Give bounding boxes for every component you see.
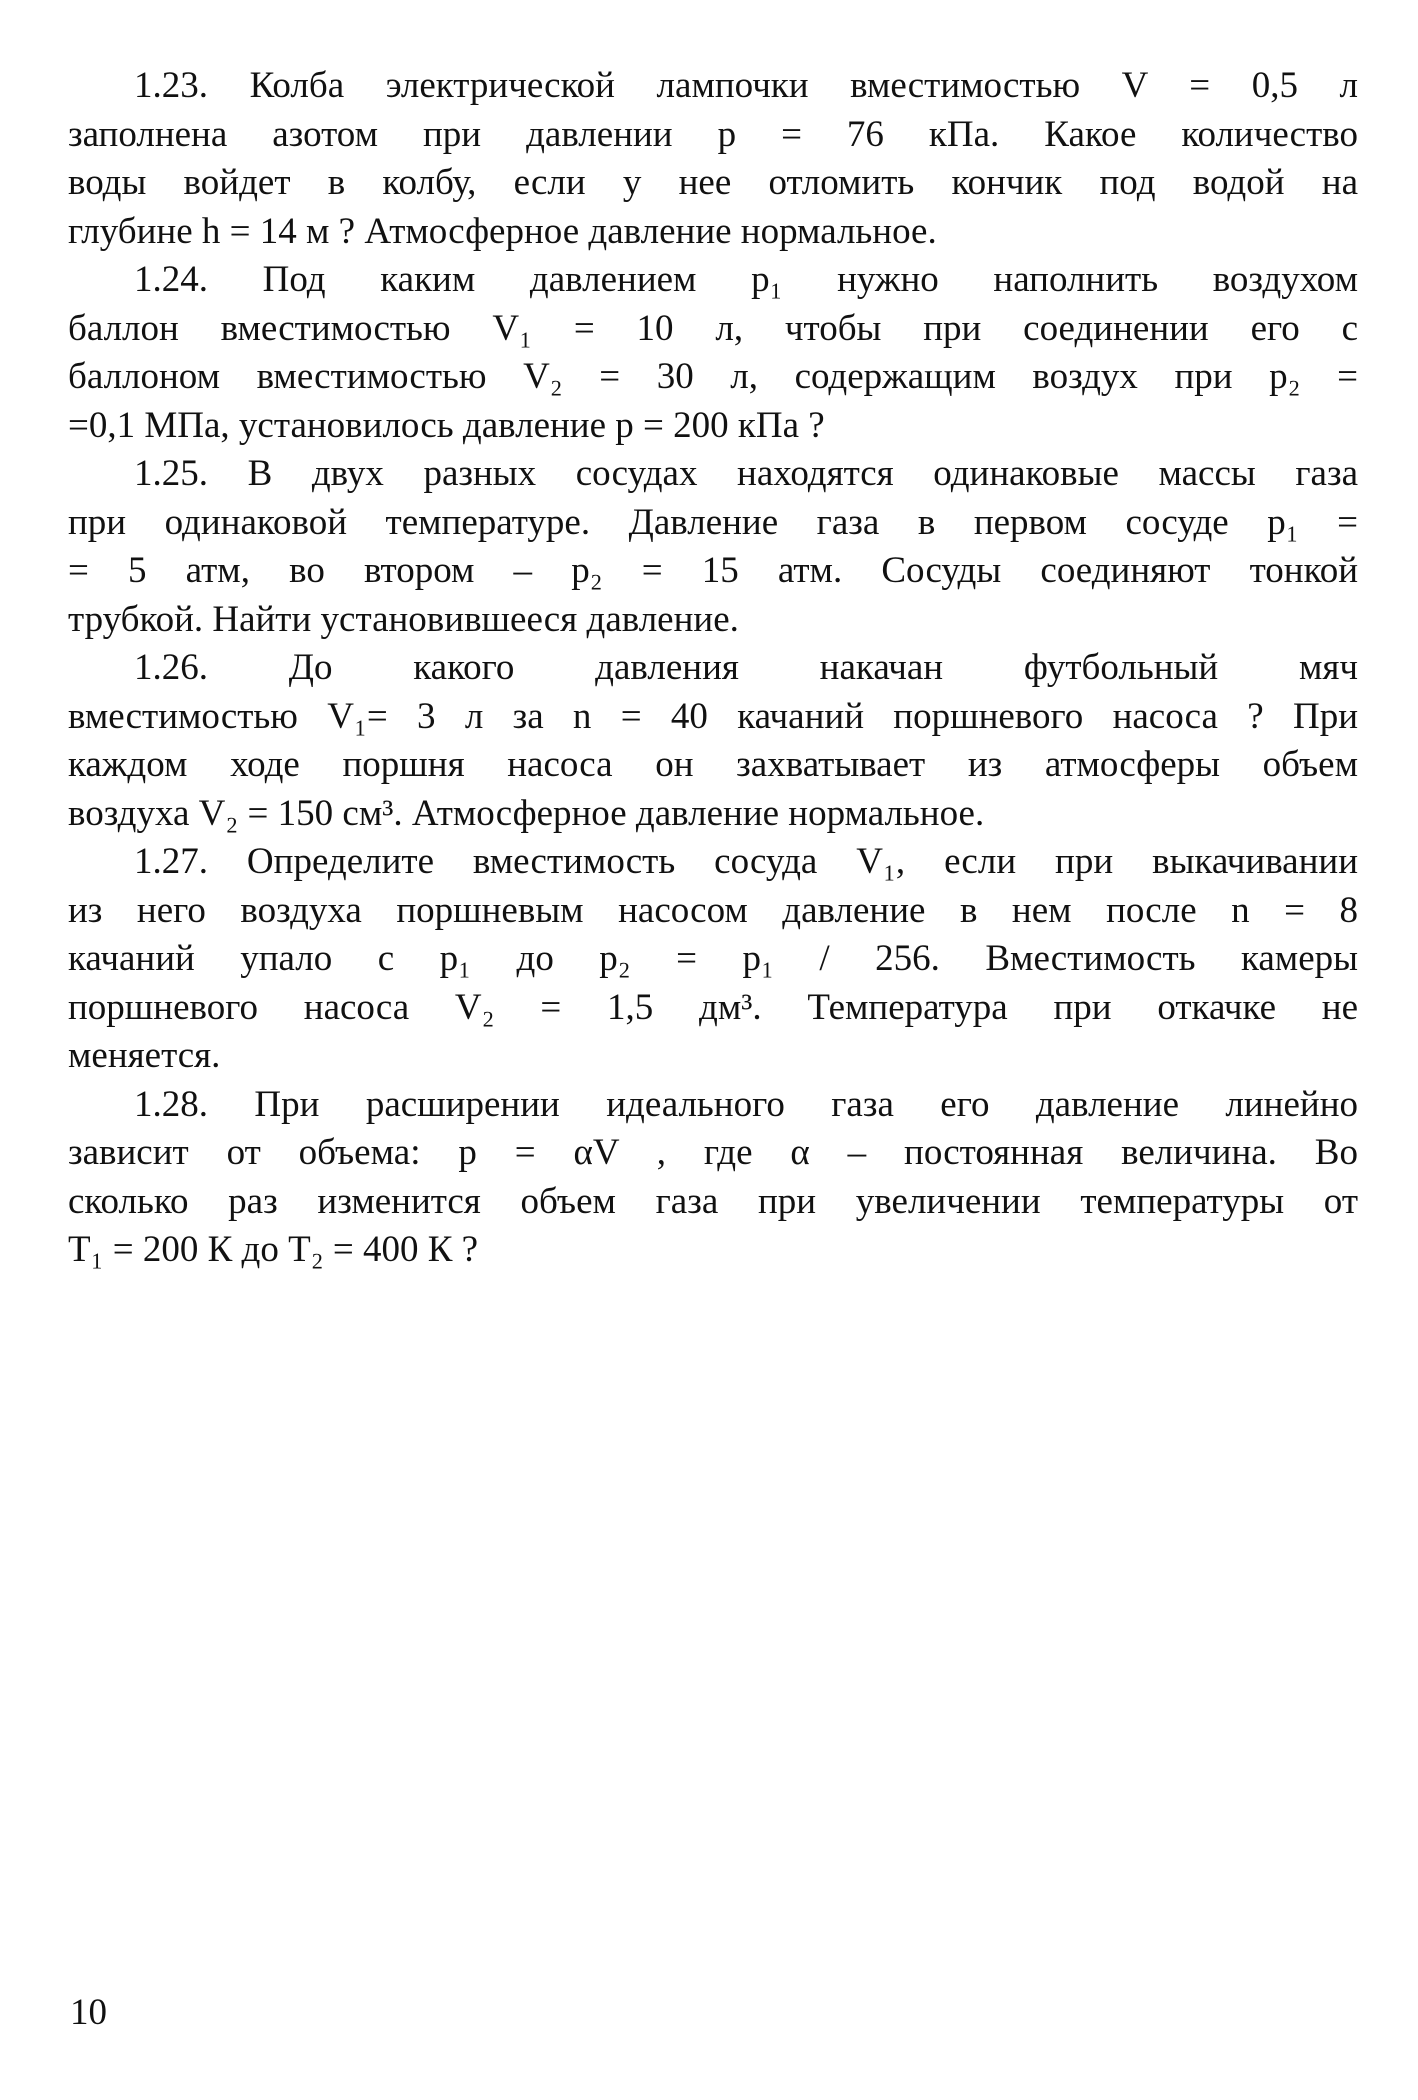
problem-1-28 xyxy=(68,1081,1358,1275)
text-line: зависит от объема: p = αV , где α – постоянная величина. Во xyxy=(68,1132,1358,1173)
problem-1-25 xyxy=(68,450,1358,644)
text-line: меняется. xyxy=(68,1035,221,1076)
text-line: =0,1 МПа, установилось давление p = 200 кПа ? xyxy=(68,404,825,446)
text-line: вместимостью V₁= 3 л за n = 40 качаний поршневого насоса ? При xyxy=(68,695,1358,737)
text-line: сколько раз изменится объем газа при увеличении температуры от xyxy=(68,1180,1358,1222)
text-line: поршневого насоса V₂ = 1,5 дм³. Температура при откачке не xyxy=(68,986,1358,1028)
text-line: = 5 атм, во втором – p₂ = 15 атм. Сосуды соединяют тонкой xyxy=(68,550,1358,591)
text-line: заполнена азотом при давлении p = 76 кПа. Какое количество xyxy=(68,113,1358,155)
text-line: баллон вместимостью V₁ = 10 л, чтобы при соединении его с xyxy=(68,307,1358,349)
text-line: из него воздуха поршневым насосом давление в нем после n = 8 xyxy=(68,889,1358,931)
text-line: 1.26. До какого давления накачан футбольный мяч xyxy=(134,647,1358,688)
problem-1-26 xyxy=(68,644,1358,838)
problem-1-23 xyxy=(68,62,1358,256)
problem-1-27 xyxy=(68,838,1358,1081)
text-line: воды войдет в колбу, если у нее отломить кончик под водой на xyxy=(68,162,1358,203)
text-line: воздуха V₂ = 150 см³. Атмосферное давление нормальное. xyxy=(68,792,985,834)
text-line: 1.28. При расширении идеального газа его давление линейно xyxy=(134,1083,1358,1125)
text-line: T₁ = 200 К до T₂ = 400 К ? xyxy=(68,1229,479,1270)
page-number: 10 xyxy=(70,1992,107,2033)
text-line: 1.24. Под каким давлением p₁ нужно наполнить воздухом xyxy=(134,259,1358,300)
text-line: глубине h = 14 м ? Атмосферное давление нормальное. xyxy=(68,210,937,252)
text-line: 1.27. Определите вместимость сосуда V₁, если при выкачивании xyxy=(134,841,1358,882)
text-line: каждом ходе поршня насоса он захватывает из атмосферы объем xyxy=(68,744,1358,785)
text-line: трубкой. Найти установившееся давление. xyxy=(68,598,739,640)
text-line: 1.25. В двух разных сосудах находятся одинаковые массы газа xyxy=(134,453,1358,494)
text-line: баллоном вместимостью V₂ = 30 л, содержащим воздух при p₂ = xyxy=(68,356,1358,397)
problem-1-24 xyxy=(68,256,1358,450)
text-line: качаний упало с p₁ до p₂ = p₁ / 256. Вместимость камеры xyxy=(68,938,1358,979)
text-line: 1.23. Колба электрической лампочки вместимостью V = 0,5 л xyxy=(134,65,1358,106)
document-page xyxy=(68,62,1358,1275)
text-line: при одинаковой температуре. Давление газа в первом сосуде p₁ = xyxy=(68,501,1358,543)
